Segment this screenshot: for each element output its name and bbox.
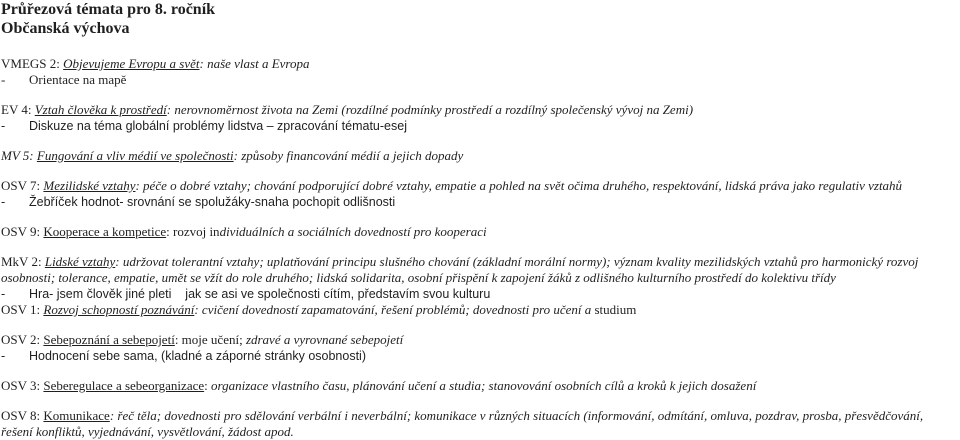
list-item-text: Žebříček hodnot- srovnání se spolužáky-snaha pochopit odlišnosti xyxy=(29,195,396,209)
section-description: : naše vlast a Evropa xyxy=(199,56,310,71)
list-item-text: Orientace na mapě xyxy=(29,72,127,87)
section-topic: Objevujeme Evropu a svět xyxy=(63,56,200,71)
section-topic: Kooperace a kompetice xyxy=(43,224,167,239)
section-heading: EV 4: Vztah člověka k prostředí: nerovnoměrnost života na Zemi (rozdílné podmínky prostředí a rozdílný společenský vývoj na Zemi) xyxy=(1,102,694,117)
section-description: : péče o dobré vztahy; chování podporující dobré vztahy, empatie a pohled na svět očima druhého, respektování, lidská práva jako regulativ vztahů xyxy=(135,178,903,193)
section-heading: OSV 7: Mezilidské vztahy: péče o dobré vztahy; chování podporující dobré vztahy, empatie a pohled na svět očima druhého, respektování, lidská práva jako regulativ vztahů xyxy=(1,178,903,193)
list-item: - Hra- jsem člověk jiné pleti jak se asi ve společnosti cítím, představím svou kulturu xyxy=(1,287,491,301)
list-item: - Orientace na mapě xyxy=(1,72,127,87)
list-item: - Diskuze na téma globální problémy lidstva – zpracování tématu-esej xyxy=(1,119,407,133)
section-osv-3 xyxy=(1,378,960,394)
section-topic: Mezilidské vztahy xyxy=(43,178,136,193)
section-description: organizace vlastního času, plánování učení a studia; stanovování osobních cílů a kroků k jejich dosažení xyxy=(211,378,757,393)
section-code: OSV 9 xyxy=(1,224,37,239)
section-topic: Seberegulace a sebeorganizace xyxy=(43,378,205,393)
list-item-text: Hra- jsem člověk jiné pleti jak se asi ve společnosti cítím, představím svou kulturu xyxy=(29,287,491,301)
section-mkv-2 xyxy=(1,254,960,302)
section-description: dividuálních a sociálních dovedností pro kooperaci xyxy=(219,224,487,239)
section-code: MkV 2 xyxy=(1,254,38,269)
section-code: OSV 2 xyxy=(1,332,37,347)
section-topic: Fungování a vliv médií ve společnosti xyxy=(36,148,234,163)
section-topic: Lidské vztahy xyxy=(44,254,116,269)
section-code: OSV 1 xyxy=(1,302,37,317)
section-description: : nerovnoměrnost života na Zemi (rozdílné podmínky prostředí a rozdílný společenský vývoj na Zemi) xyxy=(166,102,694,117)
section-osv-9 xyxy=(1,224,960,240)
section-description: : cvičení dovedností zapamatování, řešení problémů; dovednosti pro učení a xyxy=(194,302,592,317)
section-description-lead: : rozvoj in xyxy=(166,224,220,239)
section-description-continued: osobnosti; tolerance, empatie, umět se vžít do role druhého; lidská solidarita, osobní přispění k zapojení žáků z odlišného kulturního prostředí do kolektivu třídy xyxy=(1,270,836,285)
section-description-lead: : xyxy=(204,378,211,393)
section-code: OSV 3 xyxy=(1,378,37,393)
section-ev-4 xyxy=(1,102,960,134)
section-topic: Vztah člověka k prostředí xyxy=(34,102,167,117)
section-description-end: studium xyxy=(591,302,637,317)
section-heading: OSV 9: Kooperace a kompetice: rozvoj individuálních a sociálních dovedností pro kooperaci xyxy=(1,224,487,239)
section-vmegs-2 xyxy=(1,56,960,88)
section-description: zdravé a vyrovnané sebepojetí xyxy=(245,332,404,347)
section-description-continued: řešení konfliktů, vyjednávání, vysvětlování, žádost apod. xyxy=(1,424,294,439)
section-code: OSV 7 xyxy=(1,178,37,193)
list-item-text: Diskuze na téma globální problémy lidstva – zpracování tématu-esej xyxy=(29,119,407,133)
section-heading: VMEGS 2: Objevujeme Evropu a svět: naše vlast a Evropa xyxy=(1,56,310,71)
section-topic: Rozvoj schopností poznávání xyxy=(43,302,195,317)
section-heading: MV 5: Fungování a vliv médií ve společnosti: způsoby financování médií a jejich dopady xyxy=(1,148,464,163)
section-osv-8 xyxy=(1,408,960,440)
section-heading: OSV 1: Rozvoj schopností poznávání: cvičení dovedností zapamatování, řešení problémů; dovednosti pro učení a studium xyxy=(1,302,637,317)
section-topic: Sebepoznání a sebepojetí xyxy=(43,332,175,347)
section-code: VMEGS 2 xyxy=(1,56,57,71)
section-heading: OSV 8: Komunikace: řeč těla; dovednosti pro sdělování verbální i neverbální; komunikace v různých situacích (informování, odmítání, omluva, pozdrav, prosba, přesvědčování, xyxy=(1,408,924,423)
section-code: EV 4 xyxy=(1,102,28,117)
section-description: : udržovat tolerantní vztahy; uplatňování principu slušného chování (základní morální normy); význam kvality mezilidských vztahů pro harmonický rozvoj xyxy=(115,254,919,269)
section-mv-5 xyxy=(1,148,960,164)
list-item: - Hodnocení sebe sama, (kladné a záporné stránky osobnosti) xyxy=(1,349,366,363)
section-description: : řeč těla; dovednosti pro sdělování verbální i neverbální; komunikace v různých situacích (informování, odmítání, omluva, pozdrav, prosba, přesvědčování, xyxy=(109,408,924,423)
section-code: MV 5 xyxy=(1,148,30,163)
list-item-text: Hodnocení sebe sama, (kladné a záporné stránky osobnosti) xyxy=(29,349,366,363)
section-osv-1 xyxy=(1,302,960,318)
section-topic: Komunikace xyxy=(43,408,110,423)
section-heading: MkV 2: Lidské vztahy: udržovat tolerantní vztahy; uplatňování principu slušného chování (základní morální normy); význam kvality mezilidských vztahů pro harmonický rozvoj xyxy=(1,254,919,269)
document-title: Průřezová témata pro 8. ročník xyxy=(1,1,216,18)
section-description: : způsoby financování médií a jejich dopady xyxy=(233,148,464,163)
section-heading: OSV 3: Seberegulace a sebeorganizace: organizace vlastního času, plánování učení a studia; stanovování osobních cílů a kroků k jejich dosažení xyxy=(1,378,757,393)
section-code: OSV 8 xyxy=(1,408,37,423)
section-osv-7 xyxy=(1,178,960,210)
list-item: - Žebříček hodnot- srovnání se spolužáky-snaha pochopit odlišnosti xyxy=(1,195,396,209)
section-heading: OSV 2: Sebepoznání a sebepojetí: moje učení; zdravé a vyrovnané sebepojetí xyxy=(1,332,404,347)
section-osv-2 xyxy=(1,332,960,364)
section-description-lead: : moje učení; xyxy=(174,332,246,347)
document-subtitle: Občanská výchova xyxy=(1,20,130,37)
